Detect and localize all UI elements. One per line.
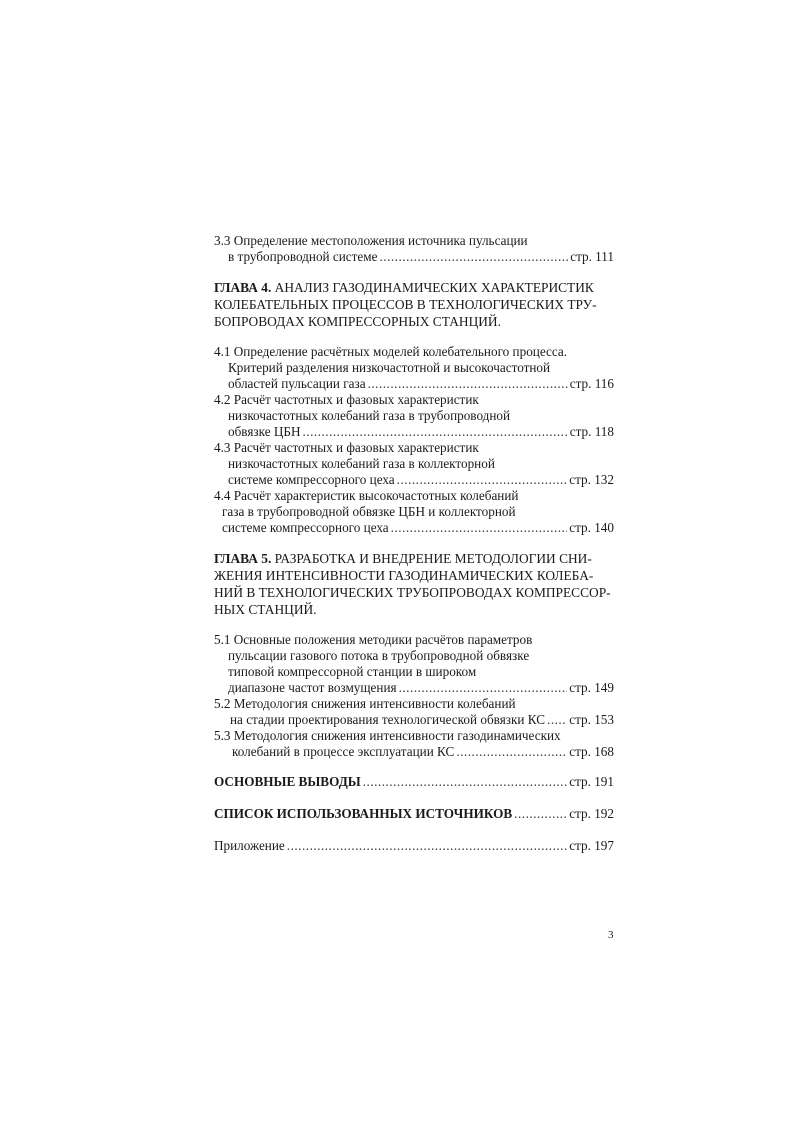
chapter-5-title-line1: РАЗРАБОТКА И ВНЕДРЕНИЕ МЕТОДОЛОГИИ СНИ-	[274, 551, 592, 566]
toc-entry-4-3-line3: системе компрессорного цеха	[228, 472, 395, 487]
toc-entry-4-4-line1: 4.4 Расчёт характеристик высокочастотных колебаний	[214, 488, 519, 503]
toc-entry-4-2-line3: обвязке ЦБН	[228, 424, 301, 439]
toc-entry-4-3-line1: 4.3 Расчёт частотных и фазовых характеристик	[214, 440, 479, 455]
toc-entry-4-2-line1: 4.2 Расчёт частотных и фазовых характеристик	[214, 392, 479, 407]
toc-entry-4-4-line3: системе компрессорного цеха	[222, 520, 389, 535]
leader-dots	[397, 472, 568, 488]
leader-dots	[368, 376, 568, 392]
toc-entry-5-3[interactable]	[232, 744, 614, 760]
page-ref: стр. 191	[569, 774, 614, 789]
leader-dots	[302, 424, 567, 440]
leader-dots	[456, 744, 567, 760]
appendix-label: Приложение	[214, 838, 285, 853]
toc-entry-5-3-line2: колебаний в процессе эксплуатации КС	[232, 744, 455, 759]
toc-entry-5-1-line1: 5.1 Основные положения методики расчётов параметров	[214, 632, 533, 647]
toc-entry-sources[interactable]	[214, 806, 614, 822]
page-ref: стр. 168	[569, 744, 614, 759]
leader-dots	[547, 712, 567, 728]
toc-entry-5-1[interactable]	[228, 680, 614, 696]
chapter-4-label: ГЛАВА 4.	[214, 280, 272, 295]
toc-entry-4-2-line2: низкочастотных колебаний газа в трубопроводной	[228, 408, 511, 423]
page-number: 3	[608, 929, 614, 941]
page-ref: стр. 116	[569, 376, 614, 391]
toc-entry-conclusions[interactable]	[214, 774, 614, 790]
toc-entry-5-1-line2: пульсации газового потока в трубопроводной обвязке	[228, 648, 530, 663]
page-ref: стр. 132	[569, 472, 614, 487]
toc-entry-3-3[interactable]	[228, 249, 614, 265]
toc-entry-4-1-line3: областей пульсации газа	[228, 376, 366, 391]
toc-entry-5-2-line2: на стадии проектирования технологической обвязки КС	[230, 712, 546, 727]
leader-dots	[514, 806, 567, 822]
toc-entry-5-1-line3: типовой компрессорной станции в широком	[228, 664, 477, 679]
chapter-4-title-line1: АНАЛИЗ ГАЗОДИНАМИЧЕСКИХ ХАРАКТЕРИСТИК	[274, 280, 594, 295]
chapter-5-title-line2: ЖЕНИЯ ИНТЕНСИВНОСТИ ГАЗОДИНАМИЧЕСКИХ КОЛЕБА-	[214, 568, 594, 583]
toc-entry-5-2-line1: 5.2 Методология снижения интенсивности колебаний	[214, 696, 516, 711]
page-ref: стр. 149	[569, 680, 614, 695]
toc-entry-appendix[interactable]	[214, 838, 614, 854]
leader-dots	[287, 838, 567, 854]
toc-entry-3-3-line2: в трубопроводной системе	[228, 249, 378, 264]
toc-entry-4-4[interactable]	[222, 520, 614, 536]
chapter-5-label: ГЛАВА 5.	[214, 551, 272, 566]
page-ref: стр. 153	[569, 712, 614, 727]
sources-label: СПИСОК ИСПОЛЬЗОВАННЫХ ИСТОЧНИКОВ	[214, 806, 513, 821]
toc-entry-4-1-line2: Критерий разделения низкочастотной и высокочастотной	[228, 360, 551, 375]
toc-entry-3-3-line1: 3.3 Определение местоположения источника пульсации	[214, 233, 528, 248]
page-ref: стр. 140	[569, 520, 614, 535]
toc-entry-5-3-line1: 5.3 Методология снижения интенсивности газодинамических	[214, 728, 561, 743]
conclusions-label: ОСНОВНЫЕ ВЫВОДЫ	[214, 774, 361, 789]
page-ref: стр. 111	[570, 249, 614, 264]
chapter-4-heading-line1	[214, 280, 594, 296]
toc-entry-4-3-line2: низкочастотных колебаний газа в коллекторной	[228, 456, 495, 471]
chapter-4-title-line2: КОЛЕБАТЕЛЬНЫХ ПРОЦЕССОВ В ТЕХНОЛОГИЧЕСКИХ ТРУ-	[214, 297, 597, 312]
page-ref: стр. 118	[569, 424, 614, 439]
toc-entry-4-2[interactable]	[228, 424, 614, 440]
toc-entry-4-1-line1: 4.1 Определение расчётных моделей колебательного процесса.	[214, 344, 568, 359]
toc-entry-5-2[interactable]	[230, 712, 614, 728]
toc-entry-4-1[interactable]	[228, 376, 614, 392]
chapter-5-title-line3: НИЙ В ТЕХНОЛОГИЧЕСКИХ ТРУБОПРОВОДАХ КОМПРЕССОР-	[214, 585, 611, 600]
chapter-4-title-line3: БОПРОВОДАХ КОМПРЕССОРНЫХ СТАНЦИЙ.	[214, 314, 501, 329]
toc-entry-4-3[interactable]	[228, 472, 614, 488]
page-ref: стр. 192	[569, 806, 614, 821]
page-ref: стр. 197	[569, 838, 614, 853]
toc-entry-4-4-line2: газа в трубопроводной обвязке ЦБН и коллекторной	[222, 504, 516, 519]
leader-dots	[363, 774, 568, 790]
leader-dots	[379, 249, 568, 265]
chapter-5-heading-line1	[214, 551, 592, 567]
toc-entry-5-1-line4: диапазоне частот возмущения	[228, 680, 397, 695]
chapter-5-title-line4: НЫХ СТАНЦИЙ.	[214, 602, 317, 617]
leader-dots	[391, 520, 568, 536]
leader-dots	[399, 680, 568, 696]
